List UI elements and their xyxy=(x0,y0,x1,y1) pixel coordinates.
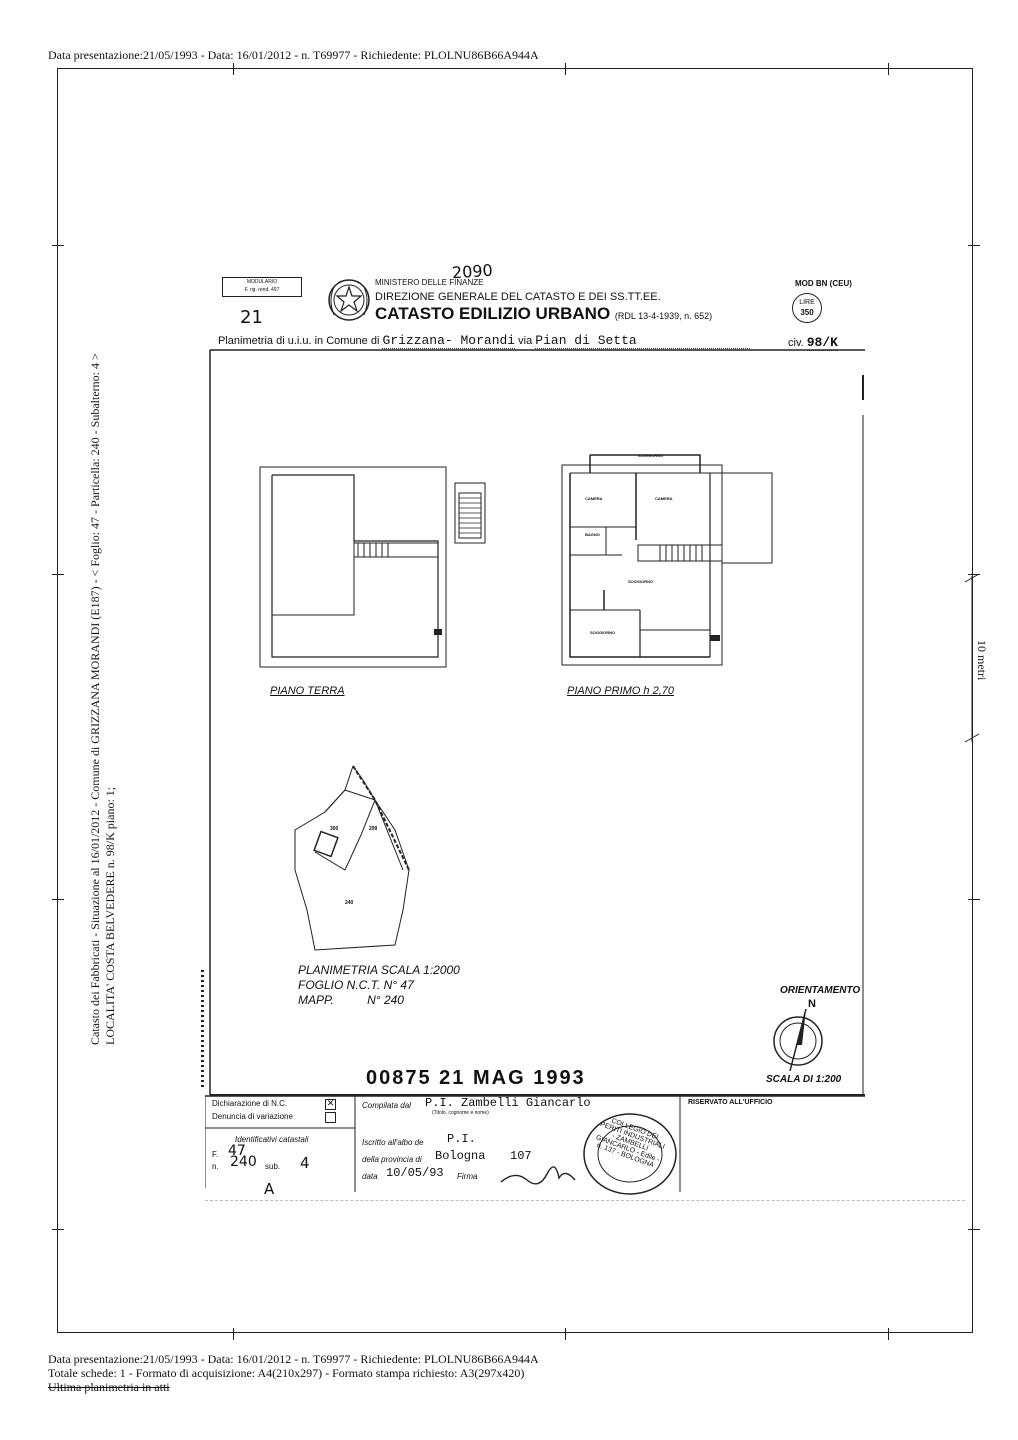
compilata-value: P.I. Zambelli Giancarlo xyxy=(425,1096,591,1110)
law-reference: (RDL 13-4-1939, n. 652) xyxy=(614,311,713,321)
frame-tick xyxy=(565,63,566,75)
seal-text: COLLEGIO DEI PERITI INDUSTRIALI - ZAMBELLI GIANCARLO - Edile - n. 137 - BOLOGNA xyxy=(594,1117,666,1170)
parcel-label: 299 xyxy=(369,826,378,832)
ministry-label: MINISTERO DELLE FINANZE xyxy=(375,278,484,287)
side-line-2: LOCALITA' COSTA BELVEDERE n. 98/K piano: 1; xyxy=(103,786,117,1045)
denuncia-label: Denuncia di variazione xyxy=(212,1112,293,1121)
lire-value: 350 xyxy=(800,308,814,317)
footer-line-2: Totale schede: 1 - Formato di acquisizione: A4(210x297) - Formato stampa richiesto: A3(297x420) xyxy=(48,1366,525,1380)
data-label: data xyxy=(362,1172,378,1181)
modulario-label: MODULARIO xyxy=(246,279,278,285)
side-line-1: Catasto dei Fabbricati - Situazione al 16/01/2012 - Comune di GRIZZANA MORANDI (E187) - < Foglio: 47 - Particella: 240 - Subalterno: 4 > xyxy=(88,353,102,1045)
variazione-checkbox xyxy=(325,1112,336,1123)
riservato-label: RISERVATO ALL'UFFICIO xyxy=(688,1099,773,1106)
ident-label: Identificativi catastali xyxy=(235,1135,309,1144)
comune-field: Grizzana- Morandi xyxy=(382,333,516,348)
footer xyxy=(48,1352,539,1394)
side-metadata xyxy=(88,353,118,1045)
handwritten-a: A xyxy=(264,1180,275,1198)
iscritto-value: P.I. xyxy=(447,1132,476,1146)
room-label: CAMERA xyxy=(585,496,603,501)
site-plan xyxy=(285,760,425,960)
via-label: via xyxy=(518,335,533,347)
modulario-sub: F. rig. rend. 497 xyxy=(244,287,280,293)
iscritto-label: Iscritto all'albo de xyxy=(362,1138,424,1147)
civ-label: civ. xyxy=(788,337,804,349)
foglio-value: N° 47 xyxy=(383,978,414,992)
mapp-value: N° 240 xyxy=(367,993,404,1007)
ground-floor-plan xyxy=(258,465,458,675)
signature xyxy=(495,1150,585,1190)
header-line: Data presentazione:21/05/1993 - Data: 16/01/2012 - n. T69977 - Richiedente: PLOLNU86B66A944A xyxy=(48,48,539,62)
ground-floor-caption: PIANO TERRA xyxy=(270,685,345,697)
lire-label: LIRE xyxy=(799,299,815,306)
divider xyxy=(205,1200,965,1201)
frame-tick xyxy=(968,245,980,246)
mapp-label: MAPP. xyxy=(298,993,334,1007)
room-label: BAGNO xyxy=(585,532,600,537)
site-plan-foglio xyxy=(298,978,460,993)
n-label: n. xyxy=(212,1162,219,1171)
frame-tick xyxy=(52,1229,64,1230)
data-value: 10/05/93 xyxy=(386,1166,444,1180)
north-letter: N xyxy=(808,998,816,1010)
plan-prefix: Planimetria di u.i.u. in Comune di xyxy=(218,335,380,347)
frame-tick xyxy=(888,63,889,75)
nc-checkbox: ✕ xyxy=(326,1099,335,1109)
site-plan-mapp xyxy=(298,993,460,1008)
room-label: SOGGIORNO xyxy=(638,453,664,458)
f-label: F. xyxy=(212,1150,219,1159)
handwritten-number: 2090 xyxy=(451,260,494,283)
compilata-label: Compilata dal xyxy=(362,1101,411,1110)
room-label: CAMERA xyxy=(655,496,673,501)
room-label: SOGGIORNO xyxy=(628,579,654,584)
compass-icon xyxy=(770,1005,830,1073)
drawing-scale: SCALA DI 1:200 xyxy=(766,1074,842,1085)
via-field: Pian di Setta xyxy=(535,333,750,349)
site-plan-title xyxy=(298,963,460,1008)
footer-line-1: Data presentazione:21/05/1993 - Data: 16/01/2012 - n. T69977 - Richiedente: PLOLNU86B66A944A xyxy=(48,1352,539,1366)
footer-line-3: Ultima planimetria in atti xyxy=(48,1380,170,1394)
scale-bar-label: 10 metri xyxy=(975,640,989,681)
handwritten-number-left: 21 xyxy=(240,307,263,328)
sub-label: sub. xyxy=(265,1162,281,1171)
albo-number: 107 xyxy=(510,1149,532,1163)
first-floor-plan xyxy=(560,445,780,675)
orientation-label: ORIENTAMENTO xyxy=(780,985,861,996)
form-title xyxy=(375,304,712,324)
n-value: 240 xyxy=(230,1154,257,1170)
room-label: SOGGIORNO xyxy=(590,630,616,635)
frame-tick xyxy=(52,245,64,246)
frame-tick xyxy=(888,1328,889,1340)
printer-imprint xyxy=(201,970,204,1090)
frame-tick xyxy=(565,1328,566,1340)
frame-tick xyxy=(52,899,64,900)
lire-badge xyxy=(792,293,822,323)
sub-value: 4 xyxy=(300,1154,310,1172)
modulario-box xyxy=(222,277,302,297)
frame-tick xyxy=(233,1328,234,1340)
protocol-stamp: 00875 21 MAG 1993 xyxy=(366,1067,586,1089)
mod-label: MOD BN (CEU) xyxy=(795,279,852,288)
parcel-label: 300 xyxy=(330,826,339,832)
form-title-text: CATASTO EDILIZIO URBANO xyxy=(375,304,611,323)
emblem-icon xyxy=(326,275,372,325)
frame-tick xyxy=(233,63,234,75)
firma-label: Firma xyxy=(457,1172,478,1181)
ground-floor-stair xyxy=(445,478,490,548)
foglio-label: FOGLIO N.C.T. xyxy=(298,978,381,992)
provincia-label: della provincia di xyxy=(362,1155,422,1164)
parcel-label: 240 xyxy=(345,900,354,906)
civ-value: 98/K xyxy=(806,335,838,350)
titolo-hint: (Titolo, cognome e nome) xyxy=(432,1110,489,1116)
frame-tick xyxy=(968,1229,980,1230)
direction-label: DIREZIONE GENERALE DEL CATASTO E DEI SS.TT.EE. xyxy=(375,291,661,303)
first-floor-caption: PIANO PRIMO h 2,70 xyxy=(567,685,674,697)
site-plan-scale: PLANIMETRIA SCALA 1:2000 xyxy=(298,963,460,977)
dichiarazione-label: Dichiarazione di N.C. xyxy=(212,1099,288,1108)
frame-tick xyxy=(52,574,64,575)
provincia-value: Bologna xyxy=(435,1149,486,1163)
frame-tick xyxy=(968,899,980,900)
f-value: 47 xyxy=(228,1143,246,1159)
